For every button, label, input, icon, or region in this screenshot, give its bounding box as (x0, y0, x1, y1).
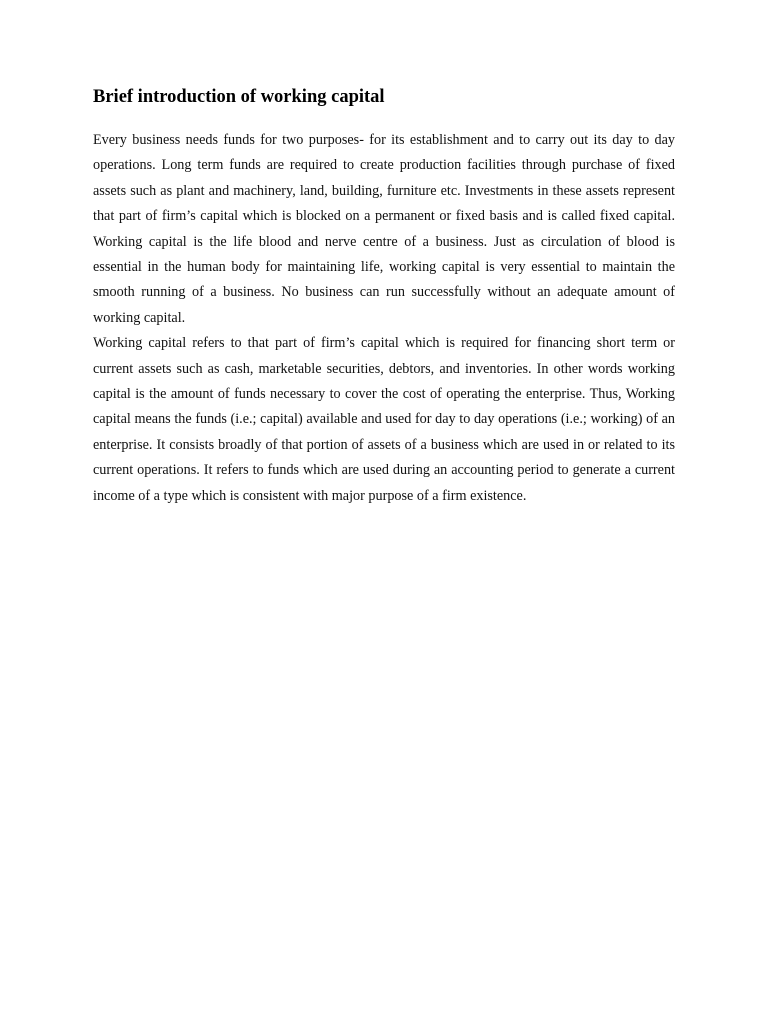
paragraph-1: Every business needs funds for two purposes- for its establishment and to carry out its day to day operations. Long term funds are required to create production facilities through purchase of fixed assets such as plant and machinery, land, building, furniture etc. Investments in these assets represent that part of firm’s capital which is blocked on a permanent or fixed basis and is called fixed capital. Working capital is the life blood and nerve centre of a business. Just as circulation of blood is essential in the human body for maintaining life, working capital is very essential to maintain the smooth running of a business. No business can run successfully without an adequate amount of working capital. (93, 132, 675, 326)
document-body (93, 86, 675, 509)
document-title: Brief introduction of working capital (93, 87, 385, 107)
paragraph-2: Working capital refers to that part of firm’s capital which is required for financing short term or current assets such as cash, marketable securities, debtors, and inventories. In other words working capital is the amount of funds necessary to cover the cost of operating the enterprise. Thus, Working capital means the funds (i.e.; capital) available and used for day to day operations (i.e.; working) of an enterprise. It consists broadly of that portion of assets of a business which are used in or related to its current operations. It refers to funds which are used during an accounting period to generate a current income of a type which is consistent with major purpose of a firm existence. (93, 335, 675, 504)
